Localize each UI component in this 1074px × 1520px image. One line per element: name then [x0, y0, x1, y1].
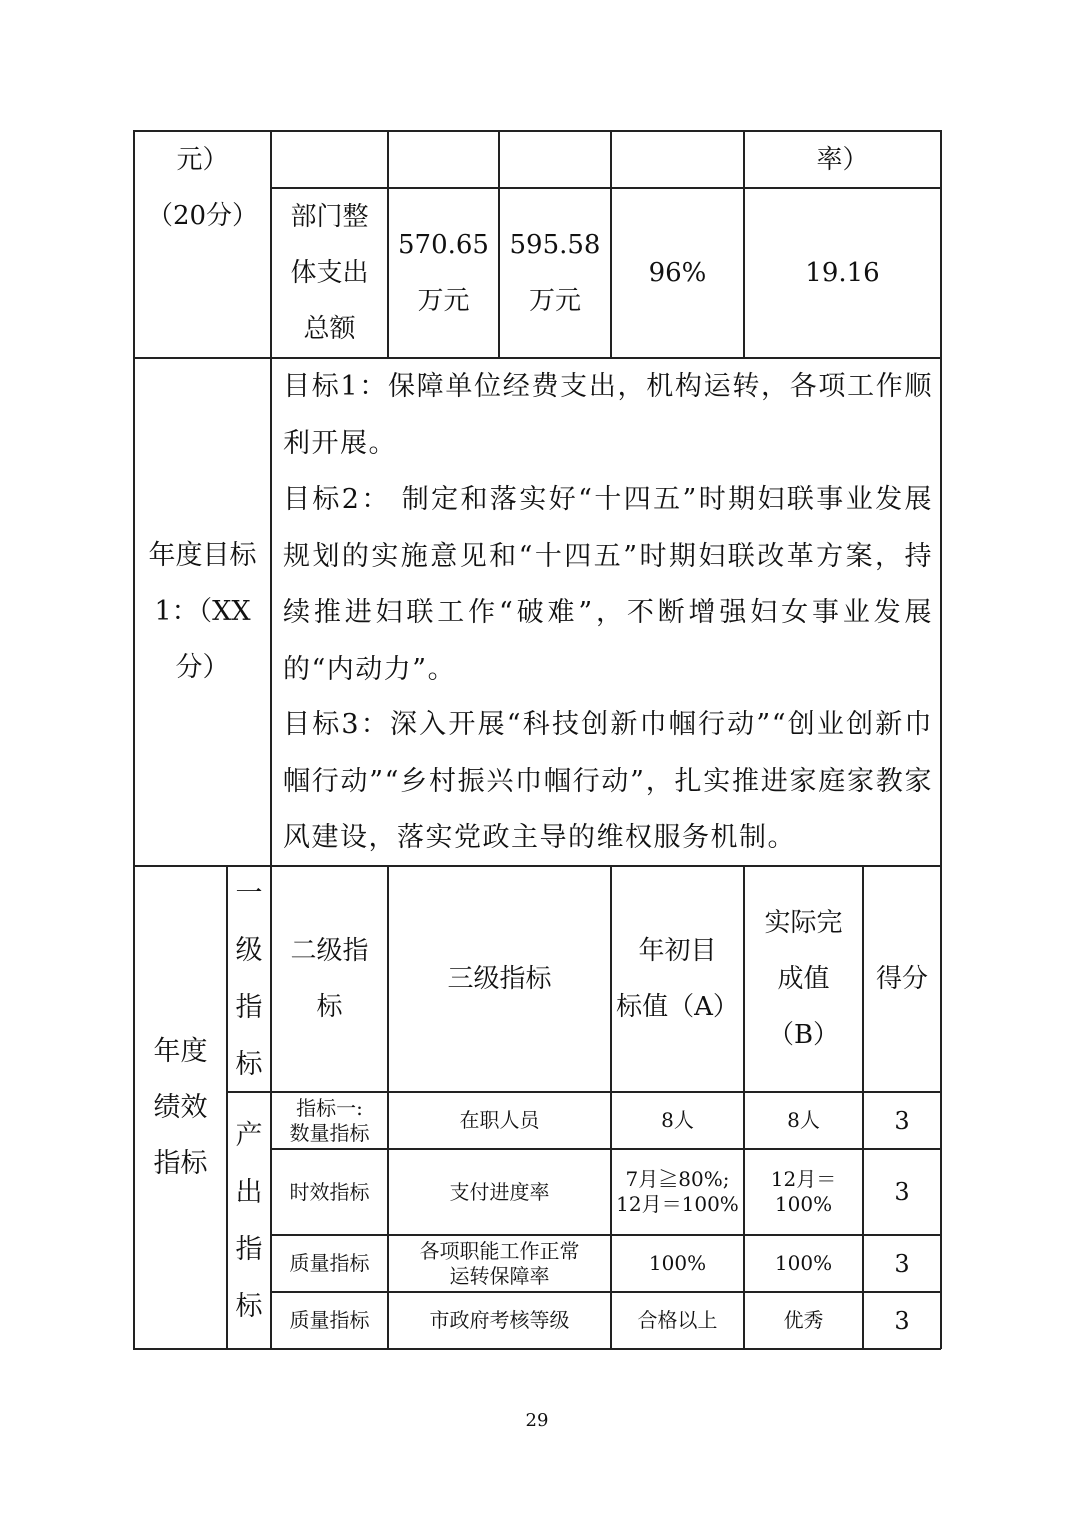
table-row-2-target: 7月≧80%; 12月＝100% [616, 1167, 739, 1216]
table-row-1-score: 3 [894, 1106, 910, 1135]
table-row-4-actual: 优秀 [783, 1308, 824, 1332]
table-row-4-score: 3 [894, 1306, 910, 1335]
table-row-1-level3: 在职人员 [459, 1108, 540, 1132]
table-border-right [940, 130, 942, 1349]
header-level1-indicator: 一 级 指 标 [235, 878, 263, 1080]
table-row-3-target: 100% [648, 1251, 707, 1275]
table-row-1-actual: 8人 [787, 1108, 820, 1132]
table-row-2-level2: 时效指标 [289, 1179, 370, 1204]
header-level3-indicator: 三级指标 [447, 964, 552, 994]
table-row-2-score: 3 [894, 1178, 910, 1206]
table-row-2-level3: 支付进度率 [449, 1179, 550, 1204]
table-row-3-level2: 质量指标 [289, 1251, 370, 1275]
annual-goal-3: 目标3：深入开展“科技创新巾帼行动”“创业创新巾帼行动”“乡村振兴巾帼行动”，扎实推进家庭家教家风建设，落实党政主导的维权服务机制。 [283, 709, 933, 853]
table-row-4-level3: 市政府考核等级 [429, 1308, 570, 1332]
annual-budget-value: 570.65 万元 [398, 230, 489, 316]
table-row-4-target: 合格以上 [637, 1308, 718, 1332]
annual-goal-2: 目标2： 制定和落实好“十四五”时期妇联事业发展规划的实施意见和“十四五”时期妇联改革方案，持续推进妇联工作“破难”，不断增强妇女事业发展的“内动力”。 [283, 484, 933, 685]
table-border-bottom [133, 1348, 941, 1350]
table-row-4-level2: 质量指标 [289, 1308, 370, 1332]
header-actual-value: 实际完 成值 （B） [764, 908, 843, 1050]
page-number: 29 [525, 1410, 549, 1431]
score-weight-label: （20分） [146, 201, 259, 231]
table-row-1-level2: 指标一: 数量指标 [289, 1095, 370, 1145]
annual-goal-1: 目标1：保障单位经费支出，机构运转，各项工作顺利开展。 [283, 371, 933, 459]
table-row-3-score: 3 [894, 1249, 910, 1278]
table-row-1-target: 8人 [661, 1108, 694, 1132]
execution-rate-value: 96% [648, 258, 707, 288]
header-level2-indicator: 二级指 标 [290, 936, 369, 1022]
rate-label-end: 率） [816, 144, 869, 175]
budget-label-end: 元） [176, 144, 229, 175]
table-row-2-actual: 12月＝ 100% [770, 1167, 837, 1216]
table-row-3-actual: 100% [774, 1251, 833, 1275]
total-expenditure-label: 部门整 体支出 总额 [290, 202, 369, 344]
table-row-3-level3: 各项职能工作正常 运转保障率 [419, 1238, 580, 1288]
output-indicator-label: 产 出 指 标 [235, 1119, 263, 1322]
budget-score-value: 19.16 [805, 258, 880, 288]
actual-spend-value: 595.58 万元 [509, 230, 601, 316]
header-score: 得分 [875, 964, 928, 994]
annual-goal-label: 年度目标 1：（XX 分） [148, 540, 257, 683]
performance-section-label: 年度 绩效 指标 [153, 1036, 208, 1179]
header-target-value: 年初目 标值（A） [616, 936, 739, 1022]
